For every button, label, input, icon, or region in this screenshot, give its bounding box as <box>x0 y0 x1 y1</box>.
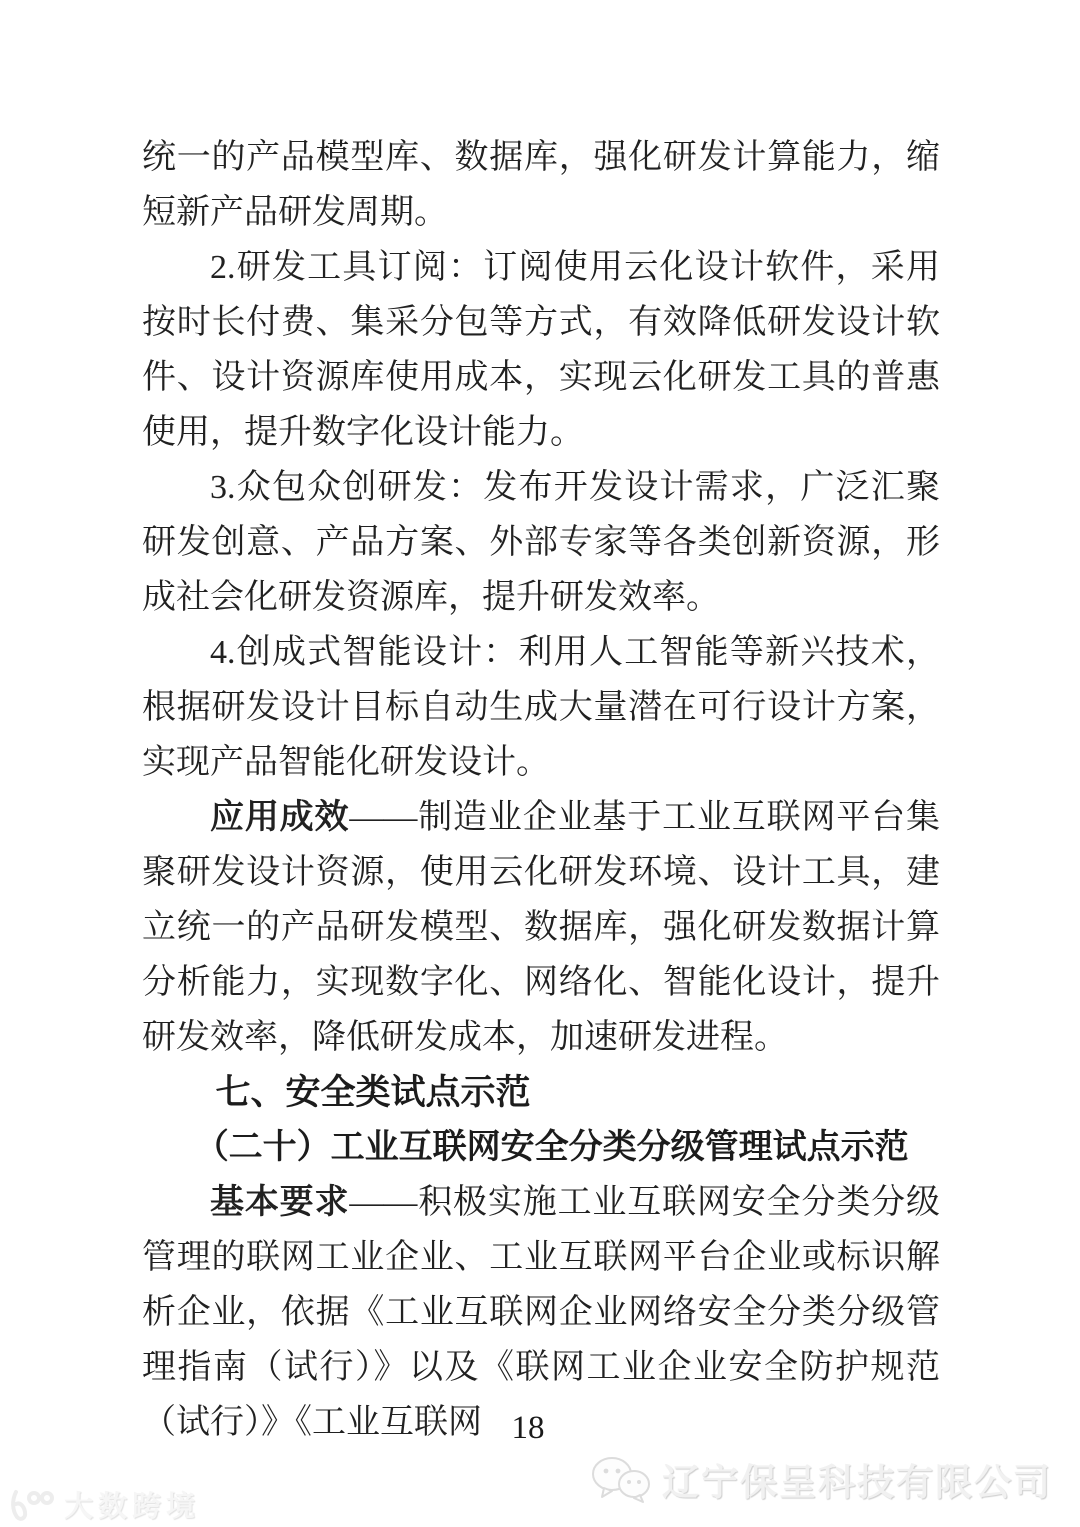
paragraph-continuation: 统一的产品模型库、数据库，强化研发计算能力，缩短新产品研发周期。 <box>142 139 940 231</box>
paragraph-application-effect <box>142 790 940 1065</box>
paragraph-text-basic-requirements: ——积极实施工业互联网安全分类分级管理的联网工业企业、工业互联网平台企业或标识解析企业，依据《工业互联网企业网络安全分类分级管理指南（试行）》以及《联网工业企业安全防护规范（试行）》《工业互联网 <box>142 1184 941 1441</box>
document-body <box>142 130 940 1450</box>
paragraph-crowd-rd: 3.众包众创研发：发布开发设计需求，广泛汇聚研发创意、产品方案、外部专家等各类创新资源，形成社会化研发资源库，提升研发效率。 <box>142 469 940 616</box>
company-watermark <box>590 1452 1052 1506</box>
sub-heading-classification-pilot: （二十）工业互联网安全分类分级管理试点示范 <box>194 1129 909 1166</box>
section-heading-security: 七、安全类试点示范 <box>215 1073 531 1112</box>
page-number: 18 <box>511 1410 545 1446</box>
paragraph-generative-design: 4.创成式智能设计：利用人工智能等新兴技术，根据研发设计目标自动生成大量潜在可行设计方案，实现产品智能化研发设计。 <box>142 634 940 781</box>
company-watermark-text: 辽宁保呈科技有限公司 <box>662 1463 1052 1504</box>
paragraph-text-application-effect: ——制造业企业基于工业互联网平台集聚研发设计资源，使用云化研发环境、设计工具，建立统一的产品研发模型、数据库，强化研发数据计算分析能力，实现数字化、网络化、智能化设计，提升研发效率，降低研发成本，加速研发进程。 <box>142 799 941 1056</box>
brand-logo-icon <box>8 1488 56 1522</box>
brand-watermark-text: 大数跨境 <box>64 1491 201 1523</box>
paragraph-tool-subscription: 2.研发工具订阅：订阅使用云化设计软件，采用按时长付费、集采分包等方式，有效降低研发设计软件、设计资源库使用成本，实现云化研发工具的普惠使用，提升数字化设计能力。 <box>142 249 940 451</box>
paragraph-lead-application-effect: 应用成效 <box>210 799 350 836</box>
wechat-icon <box>590 1454 652 1504</box>
paragraph-lead-basic-requirements: 基本要求 <box>210 1184 350 1221</box>
brand-watermark <box>8 1484 200 1525</box>
